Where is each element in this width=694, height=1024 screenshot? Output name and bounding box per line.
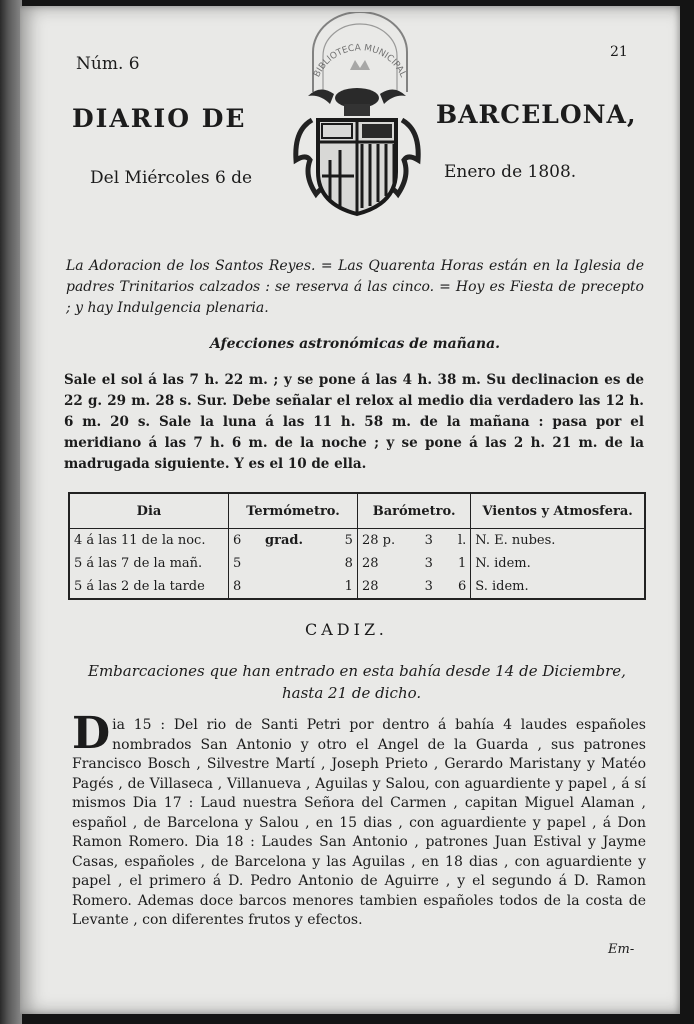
cell-dia: 4 á las 11 de la noc.: [74, 533, 206, 549]
cell-baro-frac: 6: [458, 579, 467, 595]
religious-notice: La Adoracion de los Santos Reyes. = Las Quarenta Horas están en la Iglesia de padres Trinitarios calzados : se reserva á las cinco. = Hoy es Fiesta de precepto ; y hay Indulgencia plenaria.: [66, 258, 644, 316]
title-left: DIARIO DE: [72, 104, 247, 133]
table-row: [70, 529, 644, 552]
catchword: Em-: [608, 942, 635, 957]
astronomy-heading: Afecciones astronómicas de mañana.: [210, 336, 501, 352]
cell-temp: 6: [229, 529, 262, 552]
cell-temp-unit: [261, 552, 332, 575]
issue-number: Núm. 6: [76, 54, 140, 74]
drop-cap: D: [72, 708, 111, 759]
cell-baro-lines: 3: [424, 556, 433, 572]
col-header-dia: Dia: [70, 494, 229, 529]
col-header-thermometer: Termómetro.: [229, 494, 358, 529]
table-row: [70, 575, 644, 598]
arrivals-body: [72, 708, 646, 931]
arrivals-subtitle-2: hasta 21 de dicho.: [282, 684, 422, 702]
cell-temp-frac: 8: [344, 556, 353, 572]
arrivals-subtitle-1: Embarcaciones que han entrado en esta bahía desde 14 de Diciembre,: [88, 662, 626, 680]
title-right: BARCELONA,: [436, 100, 637, 129]
weather-header-row: [70, 494, 644, 529]
cell-temp-frac: 5: [344, 533, 353, 549]
col-header-barometer: Barómetro.: [357, 494, 470, 529]
cell-dia: 5 á las 7 de la mañ.: [74, 556, 203, 572]
cell-temp: 8: [229, 575, 262, 598]
cell-temp-unit: [261, 575, 332, 598]
svg-text:BIBLIOTECA MUNICIPAL: [312, 43, 408, 79]
astronomy-text: Sale el sol á las 7 h. 22 m. ; y se pone á las 4 h. 38 m. Su declinacion es de 22 g. 29 m. 28 s. Sur. Debe señalar el relox al medio dia verdadero las 12 h. 6 m. 20 s. Sale la luna á las 11 h. 58 m. de la mañana : pasa por el meridiano á las 7 h. 6 m. de la noche ; y se pone á las 2 h. 21 m. de la madrugada siguiente. Y es el 10 de ella.: [64, 372, 644, 472]
cell-baro: 28 p.: [357, 529, 420, 552]
date-right: Enero de 1808.: [444, 162, 577, 182]
date-left: Del Miércoles 6 de: [90, 168, 253, 188]
cell-baro-frac: 1: [458, 556, 467, 572]
cell-baro-lines: 3: [424, 533, 433, 549]
arrivals-text: ia 15 : Del rio de Santi Petri por dentro á bahía 4 laudes españoles nombrados San Antonio y otro el Angel de la Guarda , sus patrones Francisco Bosch , Silvestre Martí , Joseph Prieto , Gerardo Maristany y Matéo Pagés , de Villaseca , Villanueva , Aguilas y Salou, con aguardiente y papel , á sí mismos Dia 17 : Laud nuestra Señora del Carmen , capitan Miguel Alaman , español , de Barcelona y Salou , en 15 dias , con aguardiente y papel , á Don Ramon Romero. Dia 18 : Laudes San Antonio , patrones Juan Estival y Jayme Casas, españoles , de Barcelona y las Aguilas , en 18 dias , con aguardiente y papel , el primero á D. Pedro Antonio de Aguirre , y el segundo á D. Ramon Romero. Ademas doce barcos menores tambien españoles todos de la costa de Levante , con diferentes frutos y efectos.: [72, 717, 646, 928]
cell-wind: S. idem.: [471, 575, 644, 598]
barcelona-crest-icon: [282, 80, 432, 220]
cell-baro: 28: [357, 575, 420, 598]
table-row: [70, 552, 644, 575]
cell-temp: 5: [229, 552, 262, 575]
page-number: 21: [610, 44, 628, 60]
stamp-text: BIBLIOTECA MUNICIPAL: [312, 43, 408, 80]
cell-baro-frac: l.: [457, 533, 467, 549]
col-header-winds: Vientos y Atmosfera.: [471, 494, 644, 529]
cell-temp-frac: 1: [344, 579, 353, 595]
cell-dia: 5 á las 2 de la tarde: [74, 579, 205, 595]
cadiz-heading: CADIZ.: [305, 620, 388, 639]
cell-baro: 28: [357, 552, 420, 575]
cell-temp-unit: grad.: [265, 533, 303, 549]
weather-table: [68, 492, 646, 600]
newspaper-page: [20, 6, 680, 1014]
cell-wind: N. E. nubes.: [471, 529, 644, 552]
cell-baro-lines: 3: [424, 579, 433, 595]
cell-wind: N. idem.: [471, 552, 644, 575]
book-spine: [0, 0, 22, 1024]
